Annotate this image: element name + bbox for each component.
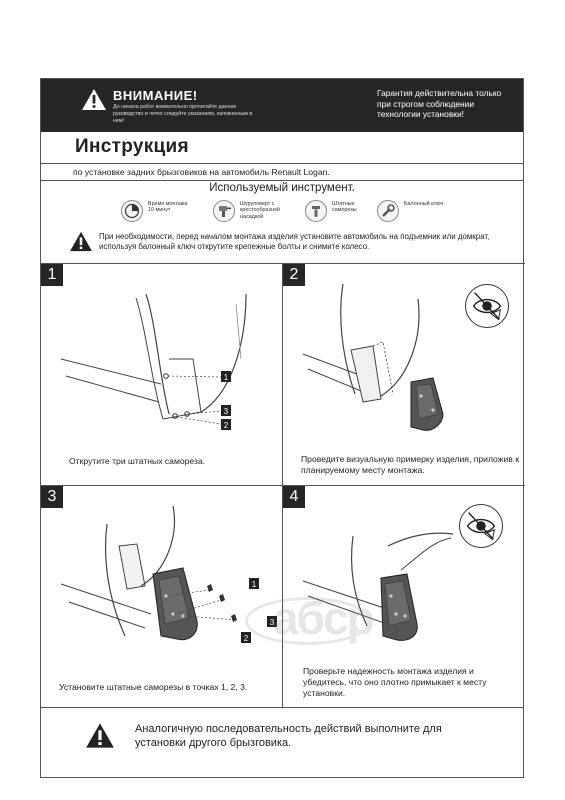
step-number: 3 (41, 486, 63, 508)
step-1-panel (41, 264, 283, 486)
page-subtitle: по установке задних брызговиков на автомобиль Renault Logan. (41, 163, 523, 181)
svg-text:2: 2 (223, 421, 229, 430)
tool-label: Шуруповерт с крестообразной насадкой (240, 201, 280, 220)
svg-text:1: 1 (223, 373, 229, 382)
callout-1 (249, 578, 259, 589)
callout-3 (221, 405, 231, 416)
step-caption: Проверьте надежность монтажа изделия и убедитесь, что оно плотно примыкает к месту установки. (303, 666, 487, 698)
tools-title: Используемый инструмент. (209, 182, 355, 194)
page-title: Инструкция (75, 136, 189, 157)
warning-icon (69, 231, 93, 252)
svg-text:2: 2 (243, 634, 249, 643)
tool-label: Балонный ключ (404, 201, 444, 207)
visual-check-icon (465, 284, 509, 328)
warning-icon (85, 722, 115, 749)
warranty-note: Гарантия действительна только при строгом соблюдении технологии установки! (377, 88, 502, 119)
wrench-icon (377, 200, 399, 222)
warning-banner (41, 79, 523, 132)
final-note-text: Аналогичную последовательность действий выполните для установки другого брызговика. (135, 723, 442, 749)
clock-icon (121, 200, 143, 222)
step-number: 2 (283, 264, 305, 286)
banner-subtitle: До начала работ внимательно прочитайте данное руководство и четко следуйте указаниям, изложенным в нем! (113, 104, 253, 124)
step-number: 4 (283, 486, 305, 508)
step-1-illustration (41, 264, 283, 454)
screwdriver-icon (213, 200, 235, 222)
callout-1 (221, 371, 231, 382)
banner-title: ВНИМАНИЕ! (113, 88, 198, 103)
callout-2 (221, 419, 231, 430)
step-number: 1 (41, 264, 63, 286)
instruction-sheet (40, 78, 524, 778)
step-2-panel (283, 264, 525, 486)
svg-text:3: 3 (269, 618, 275, 627)
watermark-text: aбcp (273, 592, 373, 644)
svg-text:1: 1 (251, 580, 257, 589)
screw-icon (305, 200, 327, 222)
step-caption: Открутите три штатных самореза. (69, 456, 206, 466)
tool-label: Штатные саморезы (332, 201, 357, 214)
final-note (41, 707, 523, 780)
step-3-illustration (41, 486, 283, 686)
svg-text:3: 3 (223, 407, 229, 416)
step-caption: Проведите визуальную примерку изделия, приложив к планируемому месту монтажа. (301, 454, 520, 475)
preparation-note (41, 229, 523, 263)
visual-check-icon (459, 504, 503, 548)
watermark-logo (237, 589, 397, 649)
step-caption: Установите штатные саморезы в точках 1, 2, 3. (59, 682, 248, 692)
tool-label: Время монтажа 10 минут (148, 201, 188, 214)
warning-icon (81, 88, 107, 111)
note-text: При необходимости, перед началом монтажа изделия установите автомобиль на подъемник или домкрат, используя балонный ключ открутите крепежные болты и снимите колесо. (99, 232, 490, 251)
